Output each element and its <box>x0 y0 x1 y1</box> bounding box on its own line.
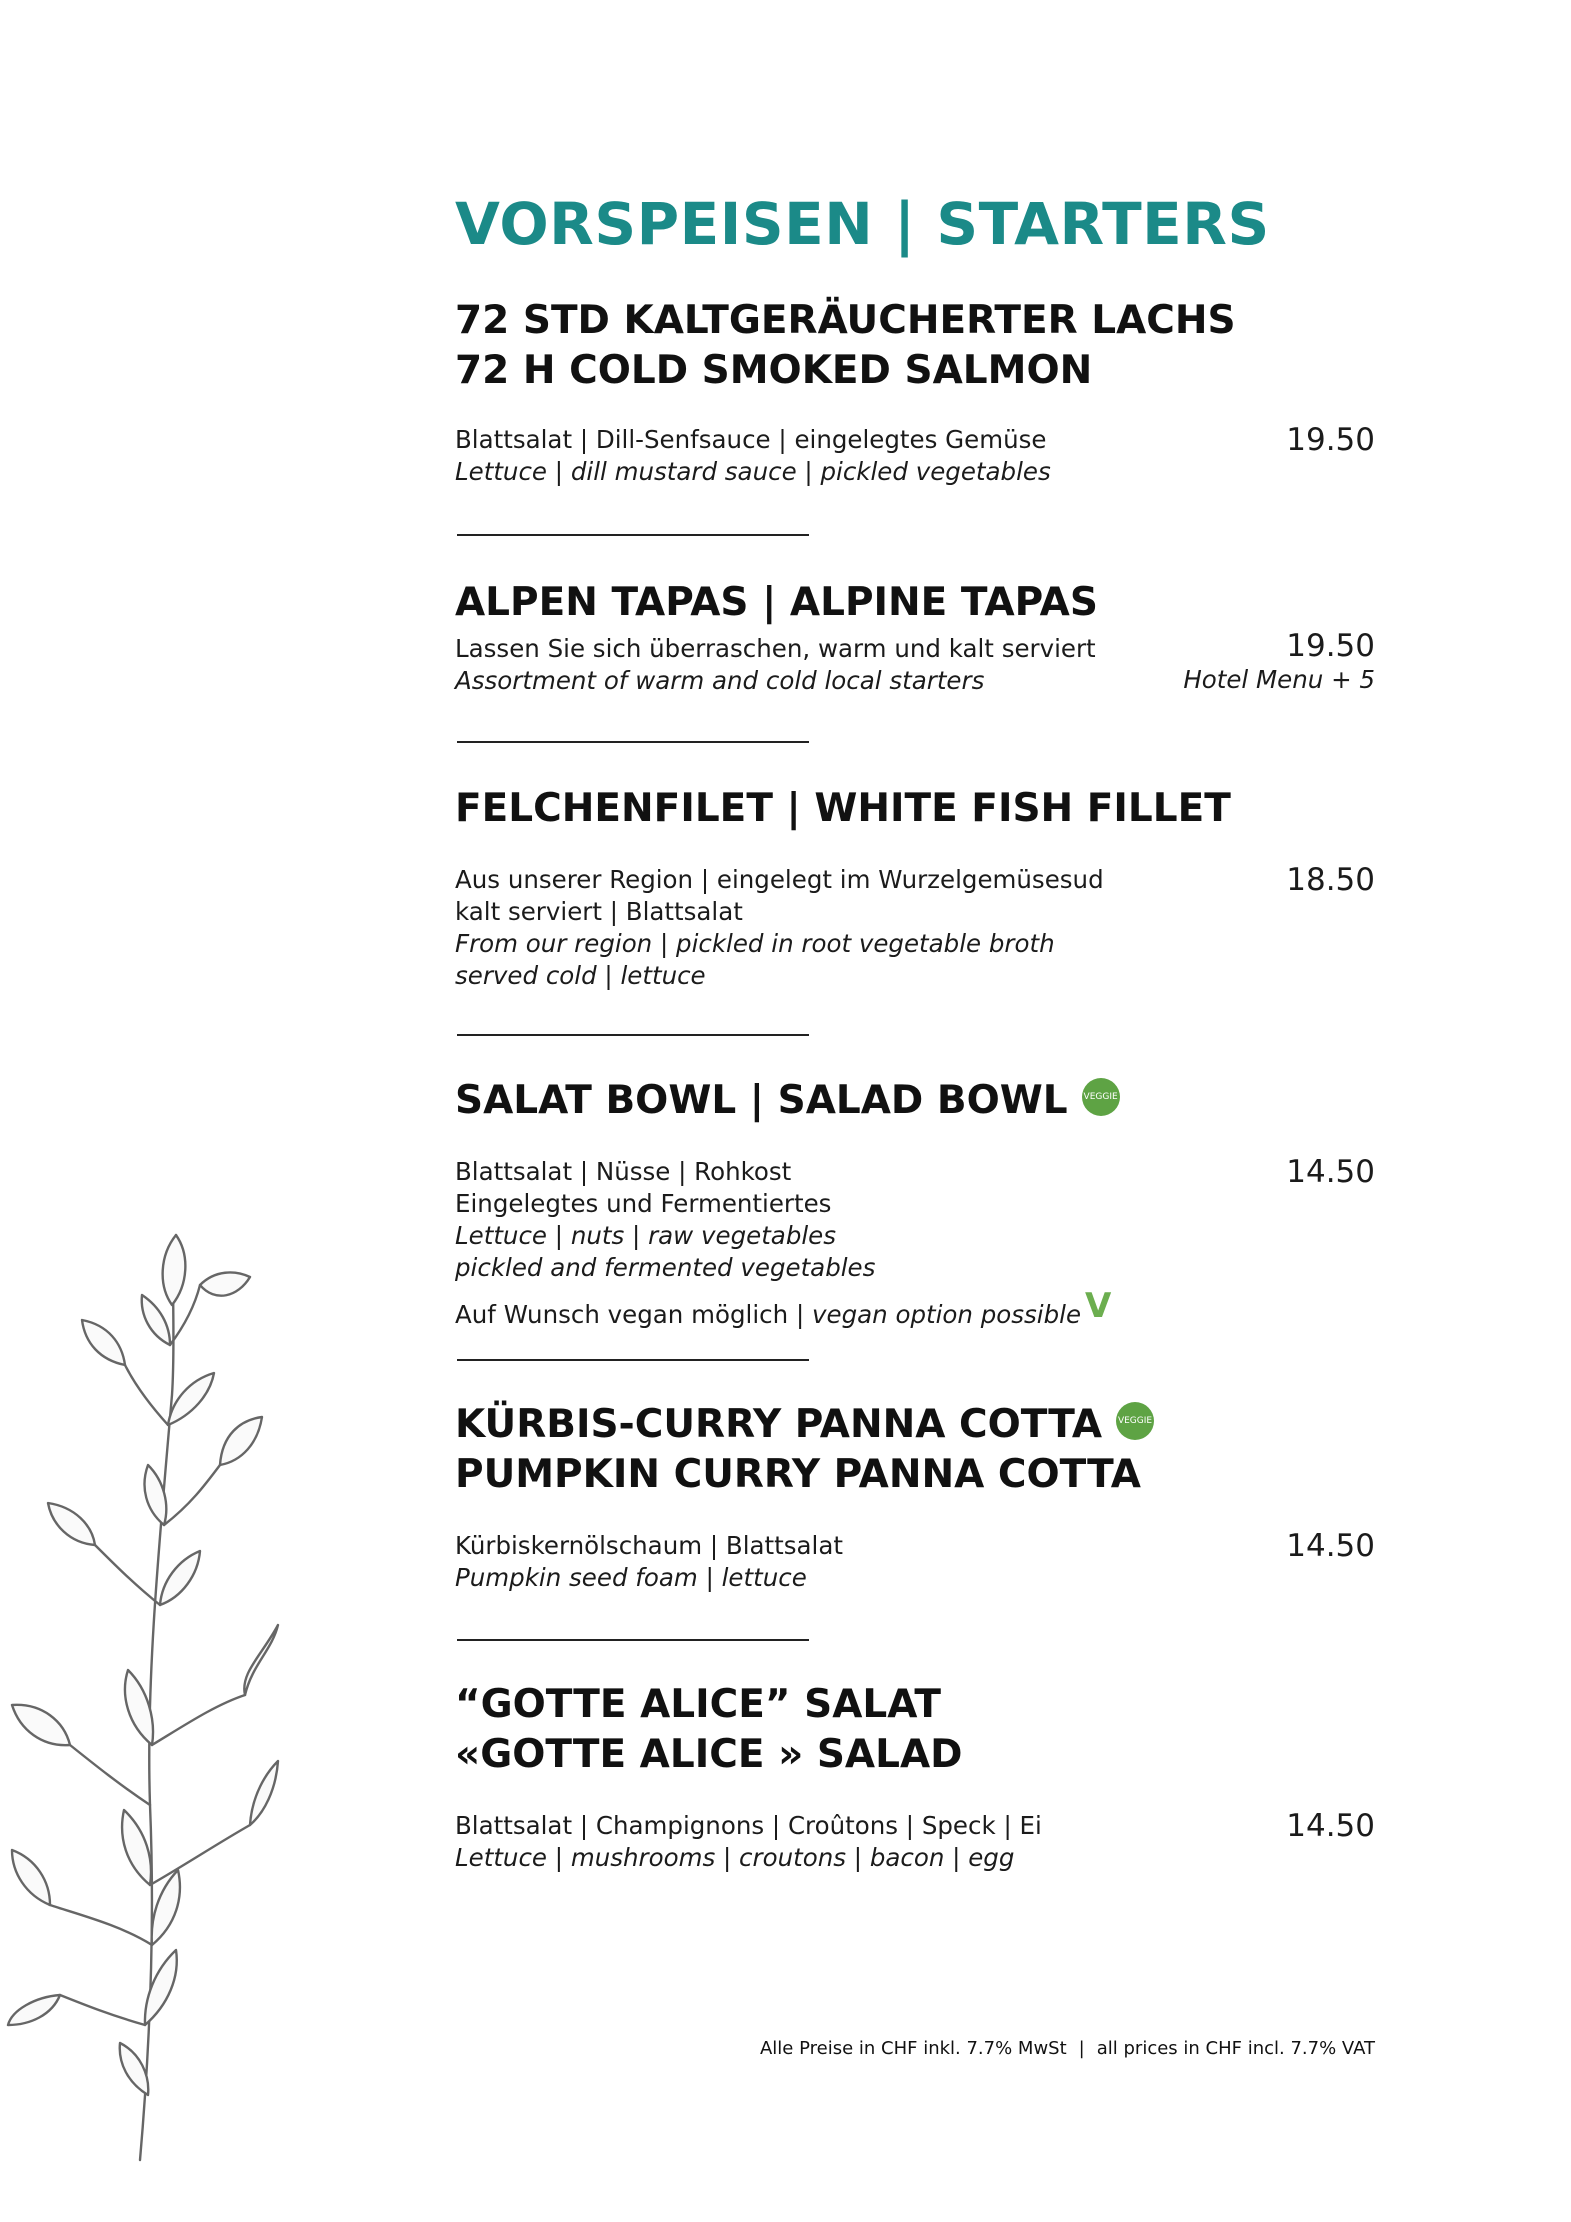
page-title: VORSPEISEN | STARTERS <box>455 190 1270 258</box>
menu-item-pumpkin-panna-cotta <box>455 1400 1375 1592</box>
description-de-1: Aus unserer Region | eingelegt im Wurzelgemüsesud <box>455 865 1104 894</box>
dish-title: ALPEN TAPAS | ALPINE TAPAS <box>455 580 1098 625</box>
dish-title: FELCHENFILET | WHITE FISH FILLET <box>455 786 1231 831</box>
dish-title-de: 72 STD KALTGERÄUCHERTER LACHS <box>455 298 1236 343</box>
veggie-badge-icon: VEGGIE <box>1116 1402 1154 1440</box>
description-de-2: kalt serviert | Blattsalat <box>455 897 743 926</box>
description-en-2: served cold | lettuce <box>455 961 706 990</box>
dish-title-de <box>455 1400 1375 1450</box>
divider <box>457 1639 809 1641</box>
description-en: Lettuce | mushrooms | croutons | bacon | egg <box>455 1843 1015 1872</box>
vegan-option-de: Auf Wunsch vegan möglich <box>455 1300 789 1329</box>
dish-price-block <box>1183 628 1375 696</box>
dish-description <box>455 1530 1155 1594</box>
description-en: Lettuce | dill mustard sauce | pickled vegetables <box>455 457 1051 486</box>
description-en: Assortment of warm and cold local starters <box>455 666 985 695</box>
description-de: Lassen Sie sich überraschen, warm und kalt serviert <box>455 634 1096 663</box>
dish-title-en: 72 H COLD SMOKED SALMON <box>455 348 1093 393</box>
dish-title-de-text: KÜRBIS-CURRY PANNA COTTA <box>455 1402 1103 1447</box>
dish-price: 14.50 <box>1286 1154 1375 1190</box>
description-de-2: Eingelegtes und Fermentiertes <box>455 1189 832 1218</box>
divider <box>457 1034 809 1036</box>
leafy-branch-illustration-icon <box>0 1225 280 2165</box>
dish-title-en: PUMPKIN CURRY PANNA COTTA <box>455 1452 1141 1497</box>
menu-item-white-fish <box>455 784 1375 990</box>
description-de: Blattsalat | Dill-Senfsauce | eingelegtes Gemüse <box>455 425 1047 454</box>
dish-description <box>455 1810 1155 1874</box>
footer-de: Alle Preise in CHF inkl. 7.7% MwSt <box>759 2038 1067 2059</box>
description-de-1: Blattsalat | Nüsse | Rohkost <box>455 1157 792 1186</box>
vegan-option-separator: | <box>795 1300 805 1329</box>
dish-title <box>455 296 1375 396</box>
dish-description <box>455 633 1155 697</box>
price-note: Hotel Menu + 5 <box>1183 665 1375 694</box>
description-en: Pumpkin seed foam | lettuce <box>455 1563 807 1592</box>
description-de: Blattsalat | Champignons | Croûtons | Speck | Ei <box>455 1811 1042 1840</box>
divider <box>457 534 809 536</box>
dish-title-en: «GOTTE ALICE » SALAD <box>455 1732 963 1777</box>
vegan-option-en: vegan option possible <box>812 1300 1082 1329</box>
dish-price: 19.50 <box>1286 422 1375 458</box>
menu-item-salad-bowl <box>455 1076 1375 1329</box>
dish-title <box>455 1680 1375 1780</box>
dish-description <box>455 1156 1155 1331</box>
veggie-badge-icon: VEGGIE <box>1082 1078 1120 1116</box>
vegan-leaf-icon: V <box>1085 1286 1112 1326</box>
dish-title-text: SALAT BOWL | SALAD BOWL <box>455 1078 1068 1123</box>
footer-vat-note <box>760 2038 1375 2059</box>
divider <box>457 1359 809 1361</box>
description-en-1: From our region | pickled in root vegetable broth <box>455 929 1055 958</box>
footer-en: all prices in CHF incl. 7.7% VAT <box>1096 2038 1375 2059</box>
vegan-option-line <box>455 1286 1155 1331</box>
dish-price: 14.50 <box>1286 1528 1375 1564</box>
menu-item-alpine-tapas <box>455 578 1375 695</box>
dish-title <box>455 1400 1375 1500</box>
dish-description <box>455 424 1155 488</box>
description-en-2: pickled and fermented vegetables <box>455 1253 876 1282</box>
description-en-1: Lettuce | nuts | raw vegetables <box>455 1221 837 1250</box>
menu-item-gotte-alice-salad <box>455 1680 1375 1872</box>
menu-item-salmon <box>455 296 1375 486</box>
dish-title-de: “GOTTE ALICE” SALAT <box>455 1682 942 1727</box>
dish-price: 14.50 <box>1286 1808 1375 1844</box>
dish-price: 19.50 <box>1286 628 1375 664</box>
dish-title <box>455 1076 1375 1126</box>
description-de: Kürbiskernölschaum | Blattsalat <box>455 1531 843 1560</box>
dish-price: 18.50 <box>1286 862 1375 898</box>
dish-description <box>455 864 1155 992</box>
divider <box>457 741 809 743</box>
footer-separator: | <box>1078 2038 1085 2059</box>
